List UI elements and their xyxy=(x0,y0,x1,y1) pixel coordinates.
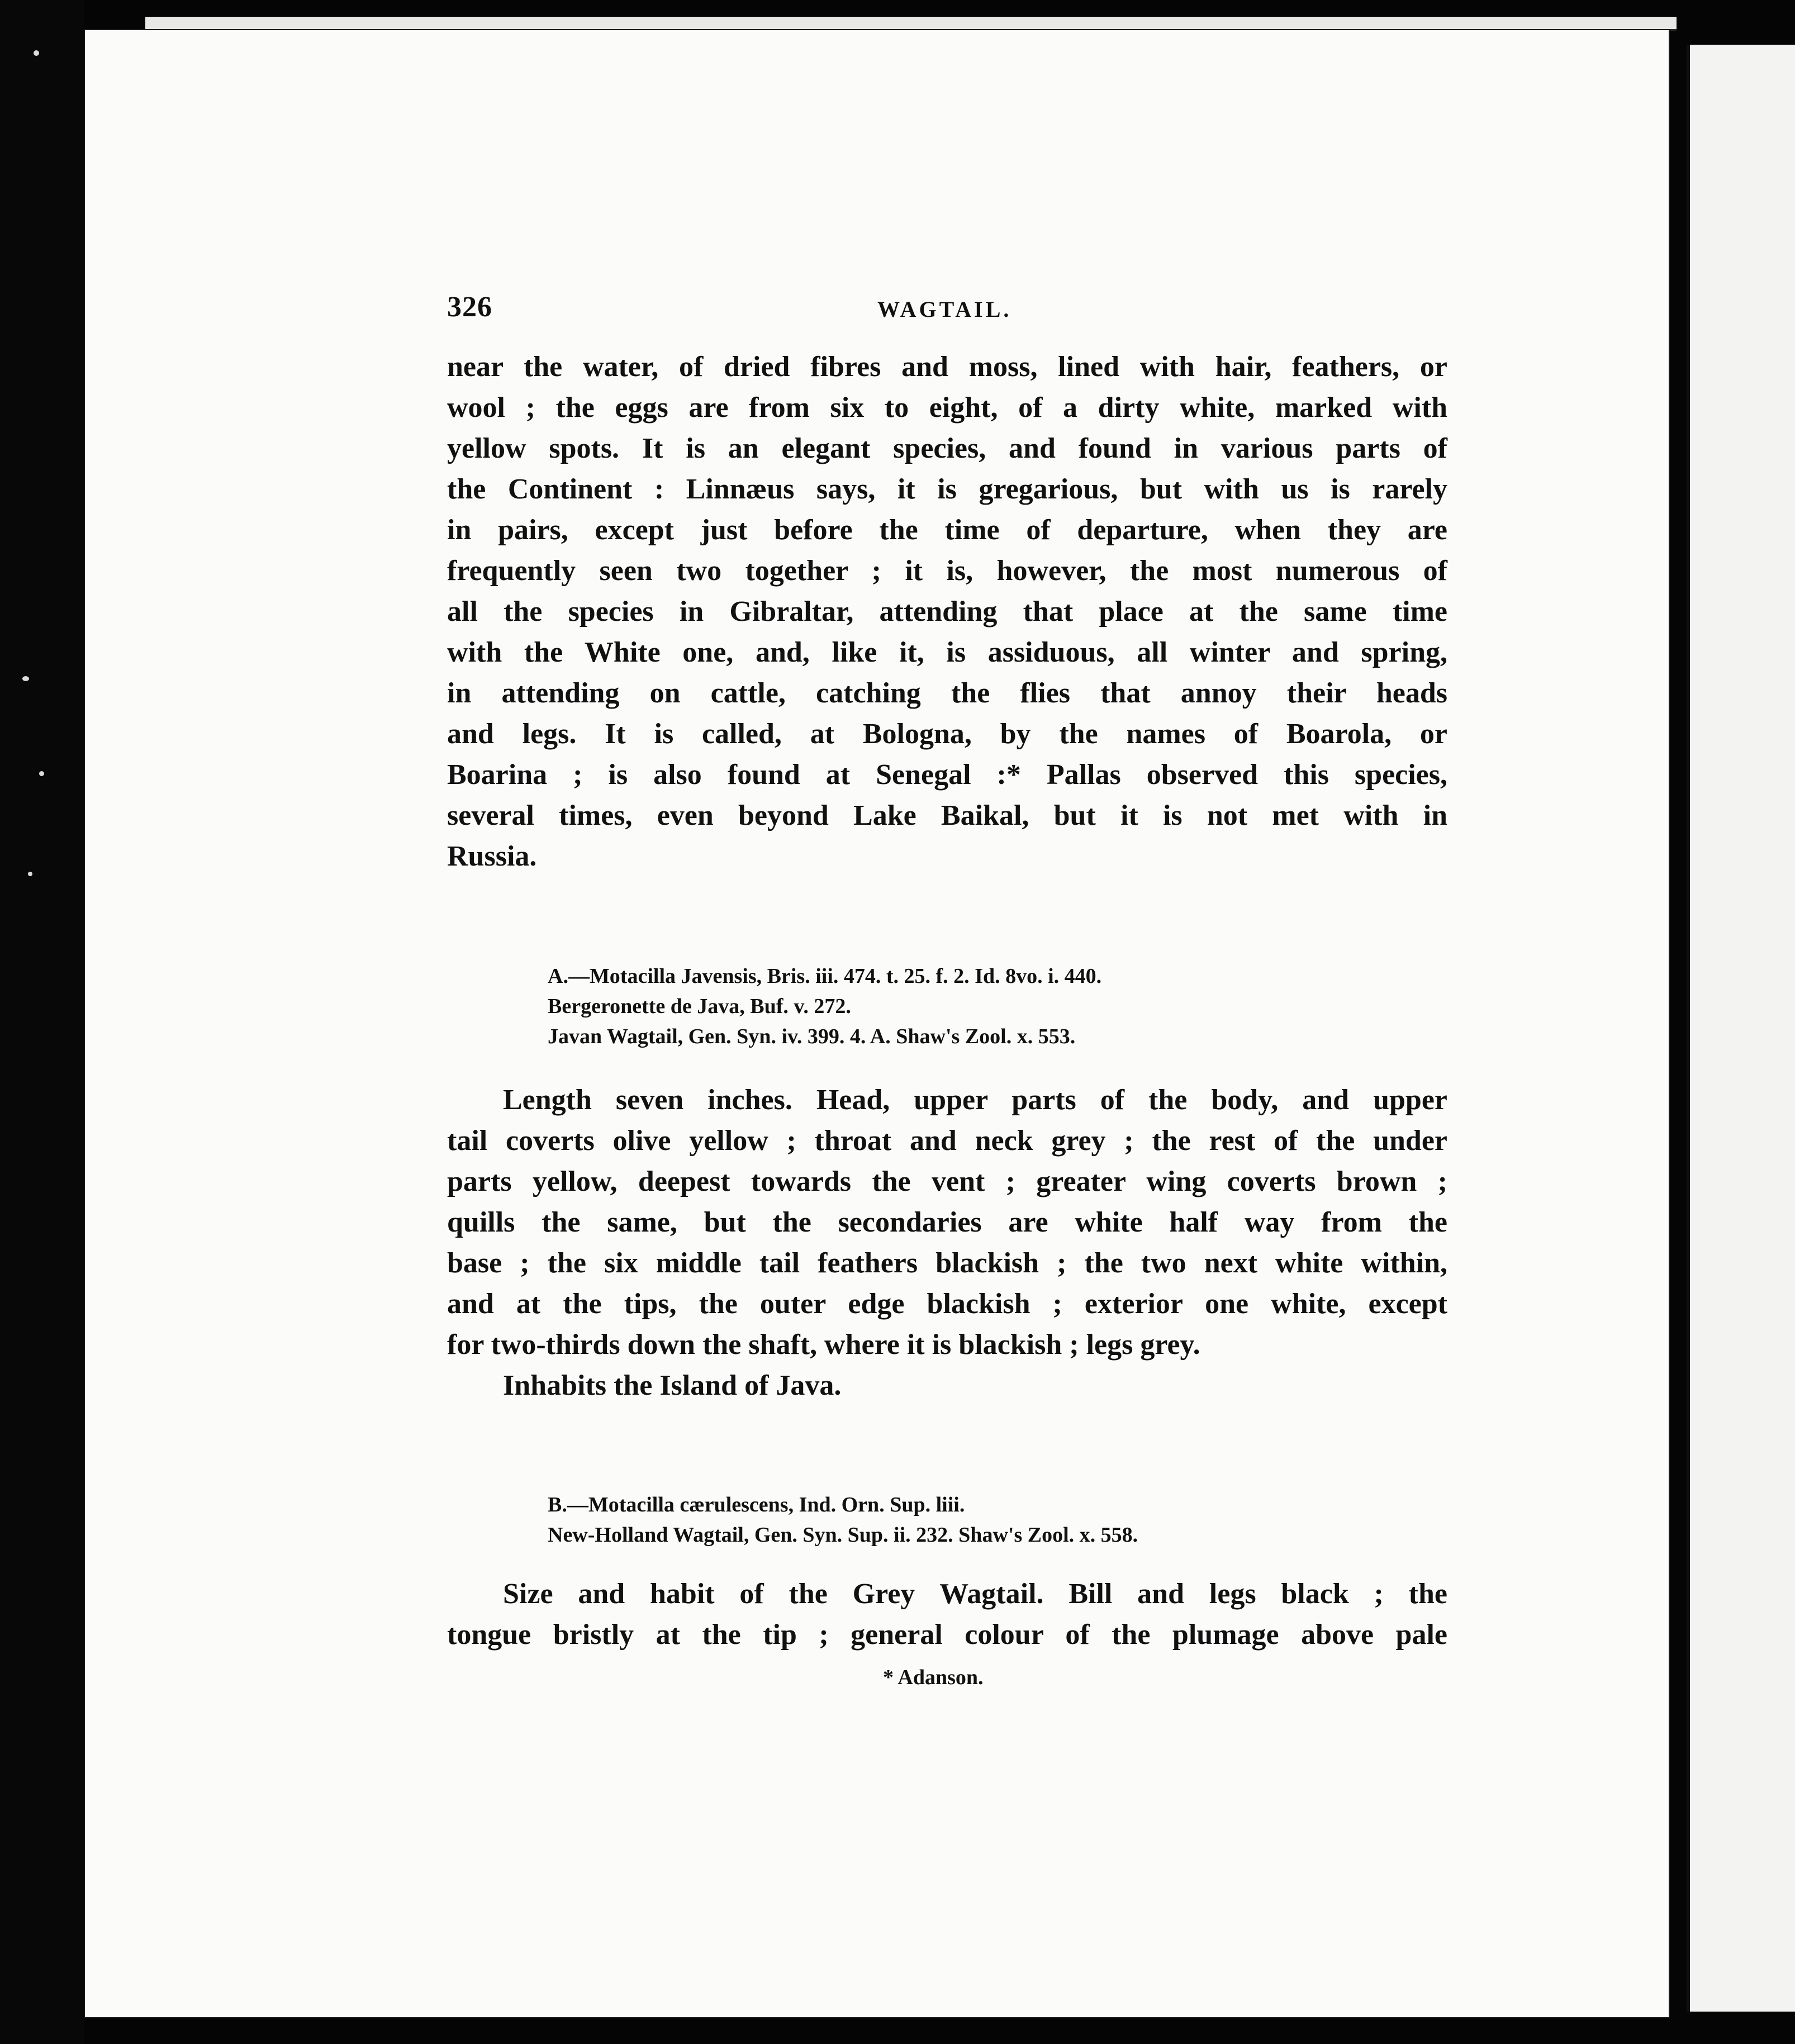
text-line: Russia. xyxy=(447,840,537,872)
page-header xyxy=(447,291,1447,330)
synonymy-block-b xyxy=(548,1490,1138,1550)
scan-speck xyxy=(39,771,44,776)
synonym-line: Bergeronette de Java, Buf. v. 272. xyxy=(548,995,851,1018)
synonymy-block-a xyxy=(548,961,1101,1052)
text-line: Length seven inches. Head, upper parts of the body, and upper xyxy=(503,1084,1447,1116)
text-line: for two-thirds down the shaft, where it is blackish ; legs grey. xyxy=(447,1329,1200,1361)
text-line: base ; the six middle tail feathers blackish ; the two next white within, xyxy=(447,1247,1447,1279)
synonym-line: B.—Motacilla cærulescens, Ind. Orn. Sup. liii. xyxy=(548,1493,965,1517)
text-line: Size and habit of the Grey Wagtail. Bill and legs black ; the xyxy=(503,1578,1447,1610)
footnote: * Adanson. xyxy=(883,1666,984,1689)
text-line: yellow spots. It is an elegant species, and found in various parts of xyxy=(447,432,1447,464)
scan-speck xyxy=(34,50,39,56)
synonym-line: Javan Wagtail, Gen. Syn. iv. 399. 4. A. Shaw's Zool. x. 553. xyxy=(548,1025,1076,1048)
adjacent-page-edge xyxy=(1687,45,1795,2012)
text-line: several times, even beyond Lake Baikal, but it is not met with in xyxy=(447,800,1447,831)
paragraph-description-a xyxy=(447,1080,1447,1406)
text-line: parts yellow, deepest towards the vent ; greater wing coverts brown ; xyxy=(447,1166,1447,1197)
text-line: tongue bristly at the tip ; general colour of the plumage above pale xyxy=(447,1619,1447,1651)
text-line: all the species in Gibraltar, attending that place at the same time xyxy=(447,596,1447,628)
text-line: in attending on cattle, catching the flies that annoy their heads xyxy=(447,677,1447,709)
text-line: Inhabits the Island of Java. xyxy=(503,1370,842,1401)
scan-speck xyxy=(28,872,32,876)
text-line: wool ; the eggs are from six to eight, of a dirty white, marked with xyxy=(447,392,1447,424)
text-line: and at the tips, the outer edge blackish ; exterior one white, except xyxy=(447,1288,1447,1320)
paragraph-description-b xyxy=(447,1574,1447,1655)
text-line: the Continent : Linnæus says, it is gregarious, but with us is rarely xyxy=(447,473,1447,505)
running-head: WAGTAIL. xyxy=(877,297,1012,322)
text-line: near the water, of dried fibres and moss, lined with hair, feathers, or xyxy=(447,351,1447,383)
text-line: frequently seen two together ; it is, however, the most numerous of xyxy=(447,555,1447,587)
text-line: in pairs, except just before the time of departure, when they are xyxy=(447,514,1447,546)
text-line: Boarina ; is also found at Senegal :* Pallas observed this species, xyxy=(447,759,1447,791)
text-line: and legs. It is called, at Bologna, by the names of Boarola, or xyxy=(447,718,1447,750)
text-line: tail coverts olive yellow ; throat and neck grey ; the rest of the under xyxy=(447,1125,1447,1157)
paragraph-continuation xyxy=(447,346,1447,877)
synonym-line: A.—Motacilla Javensis, Bris. iii. 474. t. 25. f. 2. Id. 8vo. i. 440. xyxy=(548,964,1102,988)
page-number: 326 xyxy=(447,291,492,323)
synonym-line: New-Holland Wagtail, Gen. Syn. Sup. ii. 232. Shaw's Zool. x. 558. xyxy=(548,1523,1138,1547)
text-line: quills the same, but the secondaries are white half way from the xyxy=(447,1206,1447,1238)
scan-left-margin xyxy=(0,0,84,2044)
text-line: with the White one, and, like it, is assiduous, all winter and spring, xyxy=(447,636,1447,668)
scan-speck xyxy=(22,676,29,681)
